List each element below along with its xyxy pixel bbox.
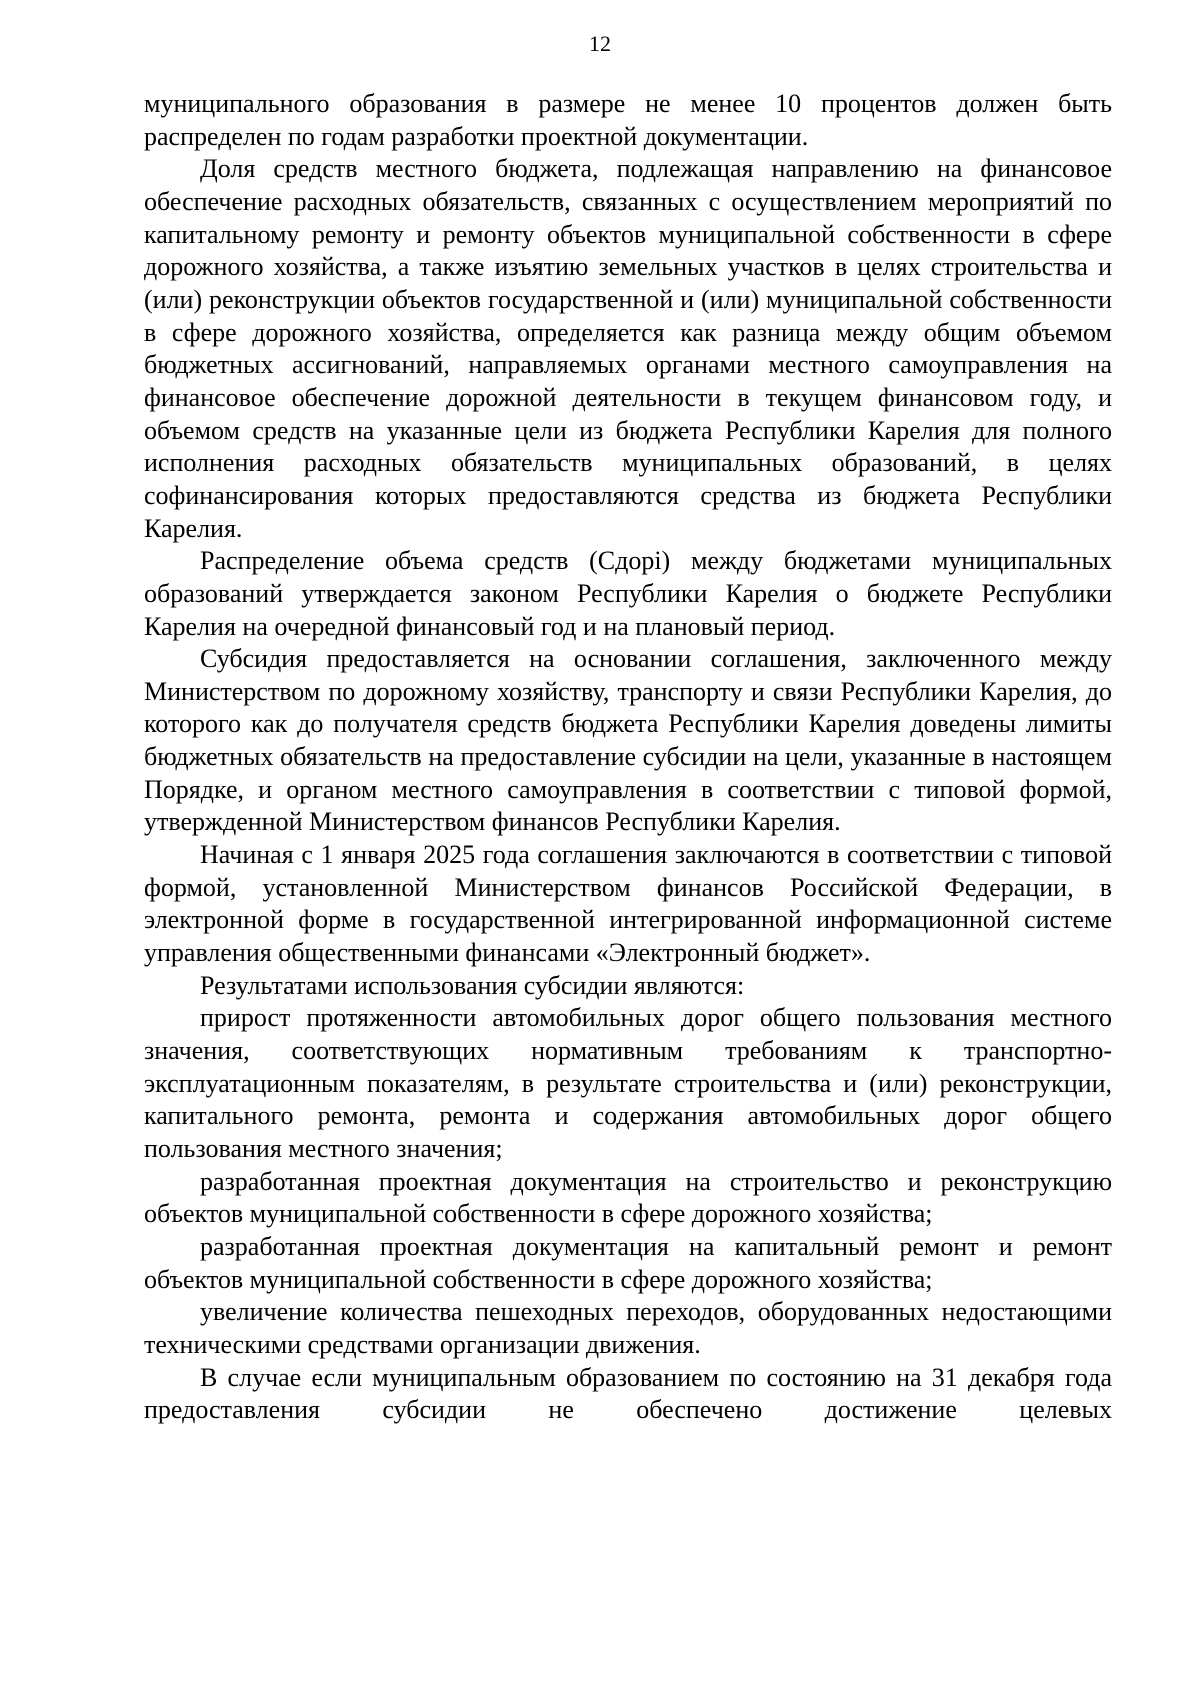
paragraph-target-not-achieved: В случае если муниципальным образованием по состоянию на 31 декабря года предоставления субсидии не обеспечено достижение целевых xyxy=(144,1362,1112,1425)
document-body xyxy=(144,88,1112,1427)
paragraph-results-heading: Результатами использования субсидии являются: xyxy=(200,970,745,1000)
list-item-road-length: прирост протяженности автомобильных дорог общего пользования местного значения, соответствующих нормативным требованиям к транспортно-эксплуатационным показателям, в результате строительства и (или) реконструкции, капитального ремонта, ремонта и содержания автомобильных дорог общего пользования местного значения; xyxy=(144,1003,1112,1163)
paragraph-local-budget-share: Доля средств местного бюджета, подлежащая направлению на финансовое обеспечение расходных обязательств, связанных с осуществлением мероприятий по капитальному ремонту и ремонту объектов муниципальной собственности в сфере дорожного хозяйства, а также изъятию земельных участков в целях строительства и (или) реконструкции объектов государственной и (или) муниципальной собственности в сфере дорожного хозяйства, определяется как разница между общим объемом бюджетных ассигнований, направляемых органами местного самоуправления на финансовое обеспечение дорожной деятельности в текущем финансовом году, и объемом средств на указанные цели из бюджета Республики Карелия для полного исполнения расходных обязательств муниципальных образований, в целях софинансирования которых предоставляются средства из бюджета Республики Карелия. xyxy=(144,154,1112,543)
paragraph-electronic-budget: Начиная с 1 января 2025 года соглашения заключаются в соответствии с типовой формой, установленной Министерством финансов Российской Федерации, в электронной форме в государственной интегрированной информационной системе управления общественными финансами «Электронный бюджет». xyxy=(144,840,1112,968)
paragraph-funds-distribution: Распределение объема средств (Сдорi) между бюджетами муниципальных образований утверждается законом Республики Карелия о бюджете Республики Карелия на очередной финансовый год и на плановый период. xyxy=(144,546,1112,641)
page-number: 12 xyxy=(589,31,611,56)
list-item-pedestrian-crossings: увеличение количества пешеходных переходов, оборудованных недостающими техническими средствами организации движения. xyxy=(144,1297,1112,1359)
paragraph-continuation: муниципального образования в размере не менее 10 процентов должен быть распределен по годам разработки проектной документации. xyxy=(144,89,1112,151)
list-item-repair-docs: разработанная проектная документация на капитальный ремонт и ремонт объектов муниципальной собственности в сфере дорожного хозяйства; xyxy=(144,1231,1112,1294)
list-item-construction-docs: разработанная проектная документация на строительство и реконструкцию объектов муниципальной собственности в сфере дорожного хозяйства; xyxy=(144,1166,1112,1229)
paragraph-subsidy-agreement: Субсидия предоставляется на основании соглашения, заключенного между Министерством по дорожному хозяйству, транспорту и связи Республики Карелия, до которого как до получателя средств бюджета Республики Карелия доведены лимиты бюджетных обязательств на предоставление субсидии на цели, указанные в настоящем Порядке, и органом местного самоуправления в соответствии с типовой формой, утвержденной Министерством финансов Республики Карелия. xyxy=(144,644,1112,837)
